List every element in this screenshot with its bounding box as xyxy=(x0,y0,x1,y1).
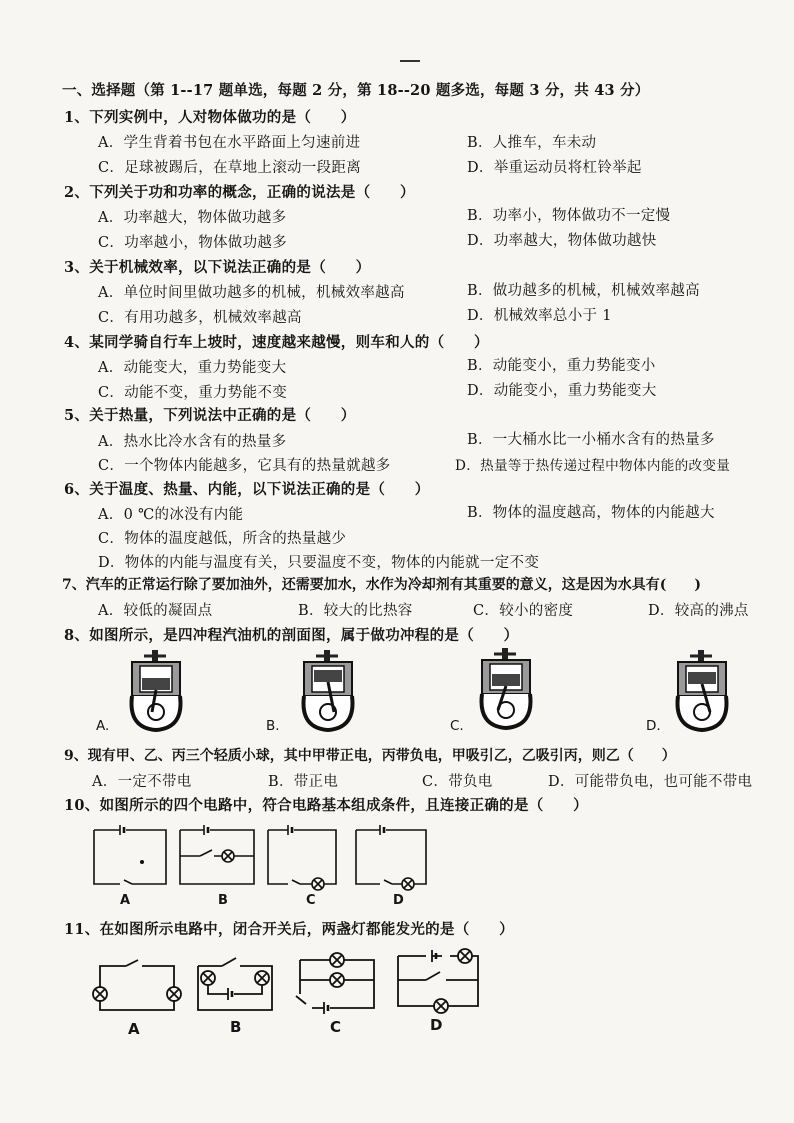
engine-label-c: C. xyxy=(450,718,464,734)
engine-figure-a xyxy=(122,648,190,734)
engine-figure-d xyxy=(668,648,736,734)
q6-option-b: B．物体的温度越高，物体的内能越大 xyxy=(467,505,715,521)
q7-option-b: B．较大的比热容 xyxy=(298,603,413,619)
engine-label-a: A. xyxy=(96,718,110,734)
q6-option-c: C．物体的温度越低，所含的热量越少 xyxy=(98,531,347,547)
circuit11-a xyxy=(93,960,181,1010)
engine-label-d: D. xyxy=(646,718,661,734)
circuit-label-a: A xyxy=(120,893,131,908)
circuit-label-c: C xyxy=(306,893,316,908)
scan-mark xyxy=(400,60,420,62)
q4-option-a: A．动能变大，重力势能变大 xyxy=(98,360,287,376)
q5-option-a: A．热水比冷水含有的热量多 xyxy=(98,434,287,450)
circuit-figures-q11 xyxy=(86,944,486,1020)
q2-option-b: B．功率小，物体做功不一定慢 xyxy=(467,208,671,224)
circuit-c xyxy=(268,825,336,890)
question-9: 9、现有甲、乙、丙三个轻质小球，其中甲带正电，丙带负电，甲吸引乙，乙吸引丙，则乙（ ） xyxy=(64,748,676,764)
q3-option-c: C．有用功越多，机械效率越高 xyxy=(98,310,302,326)
circuit-label-b: B xyxy=(218,893,228,908)
q1-option-c: C．足球被踢后，在草地上滚动一段距离 xyxy=(98,160,361,176)
q2-option-d: D．功率越大，物体做功越快 xyxy=(467,233,657,249)
section-title: 一、选择题（第 1--17 题单选，每题 2 分，第 18--20 题多选，每题 3 分，共 43 分） xyxy=(62,82,650,99)
circuit11-label-c: C xyxy=(330,1018,342,1036)
question-7: 7、汽车的正常运行除了要加油外，还需要加水，水作为冷却剂有其重要的意义，这是因为水具有( ) xyxy=(62,577,701,593)
q6-option-a: A．0 ℃的冰没有内能 xyxy=(98,507,244,523)
question-1: 1、下列实例中，人对物体做功的是（ ） xyxy=(64,109,356,126)
question-2: 2、下列关于功和功率的概念，正确的说法是（ ） xyxy=(64,184,415,201)
q4-option-b: B．动能变小，重力势能变小 xyxy=(467,358,656,374)
q2-option-c: C．功率越小，物体做功越多 xyxy=(98,235,287,251)
question-8: 8、如图所示，是四冲程汽油机的剖面图，属于做功冲程的是（ ） xyxy=(64,627,519,644)
q7-option-d: D．较高的沸点 xyxy=(648,603,749,619)
q1-option-b: B．人推车，车未动 xyxy=(467,135,597,151)
circuit11-d xyxy=(398,949,478,1013)
q1-option-a: A．学生背着书包在水平路面上匀速前进 xyxy=(98,135,361,151)
engine-figure-c xyxy=(472,646,540,732)
question-10: 10、如图所示的四个电路中，符合电路基本组成条件，且连接正确的是（ ） xyxy=(64,797,588,814)
q1-option-d: D．举重运动员将杠铃举起 xyxy=(467,160,642,176)
circuit-d xyxy=(356,825,426,890)
circuit11-b xyxy=(198,958,272,1010)
q5-option-b: B．一大桶水比一小桶水含有的热量多 xyxy=(467,432,715,448)
q9-option-c: C．带负电 xyxy=(422,774,493,790)
question-11: 11、在如图所示电路中，闭合开关后，两盏灯都能发光的是（ ） xyxy=(64,921,514,938)
question-4: 4、某同学骑自行车上坡时，速度越来越慢，则车和人的（ ） xyxy=(64,334,489,351)
question-5: 5、关于热量，下列说法中正确的是（ ） xyxy=(64,407,356,424)
q7-option-a: A．较低的凝固点 xyxy=(98,603,213,619)
circuit11-label-a: A xyxy=(128,1020,140,1038)
circuit-label-d: D xyxy=(393,893,404,908)
q2-option-a: A．功率越大，物体做功越多 xyxy=(98,210,287,226)
circuit-b xyxy=(180,825,254,884)
q5-option-d: D．热量等于热传递过程中物体内能的改变量 xyxy=(455,458,731,474)
q6-option-d: D．物体的内能与温度有关，只要温度不变，物体的内能就一定不变 xyxy=(98,555,540,571)
q9-option-b: B．带正电 xyxy=(268,774,339,790)
engine-label-b: B. xyxy=(266,718,280,734)
circuit11-c xyxy=(296,953,374,1014)
q9-option-d: D．可能带负电，也可能不带电 xyxy=(548,774,753,790)
q4-option-d: D．动能变小，重力势能变大 xyxy=(467,383,657,399)
engine-figure-b xyxy=(294,648,362,734)
q4-option-c: C．动能不变，重力势能不变 xyxy=(98,385,287,401)
circuit11-label-b: B xyxy=(230,1018,242,1036)
circuit11-label-d: D xyxy=(430,1016,443,1034)
q3-option-a: A．单位时间里做功越多的机械，机械效率越高 xyxy=(98,285,405,301)
question-6: 6、关于温度、热量、内能，以下说法正确的是（ ） xyxy=(64,481,430,498)
circuit-a xyxy=(94,825,166,884)
q5-option-c: C．一个物体内能越多，它具有的热量就越多 xyxy=(98,458,391,474)
question-3: 3、关于机械效率，以下说法正确的是（ ） xyxy=(64,259,371,276)
q3-option-b: B．做功越多的机械，机械效率越高 xyxy=(467,283,700,299)
q9-option-a: A．一定不带电 xyxy=(92,774,192,790)
q3-option-d: D．机械效率总小于 1 xyxy=(467,308,612,324)
circuit-figures-q10 xyxy=(88,822,438,892)
q7-option-c: C．较小的密度 xyxy=(473,603,574,619)
